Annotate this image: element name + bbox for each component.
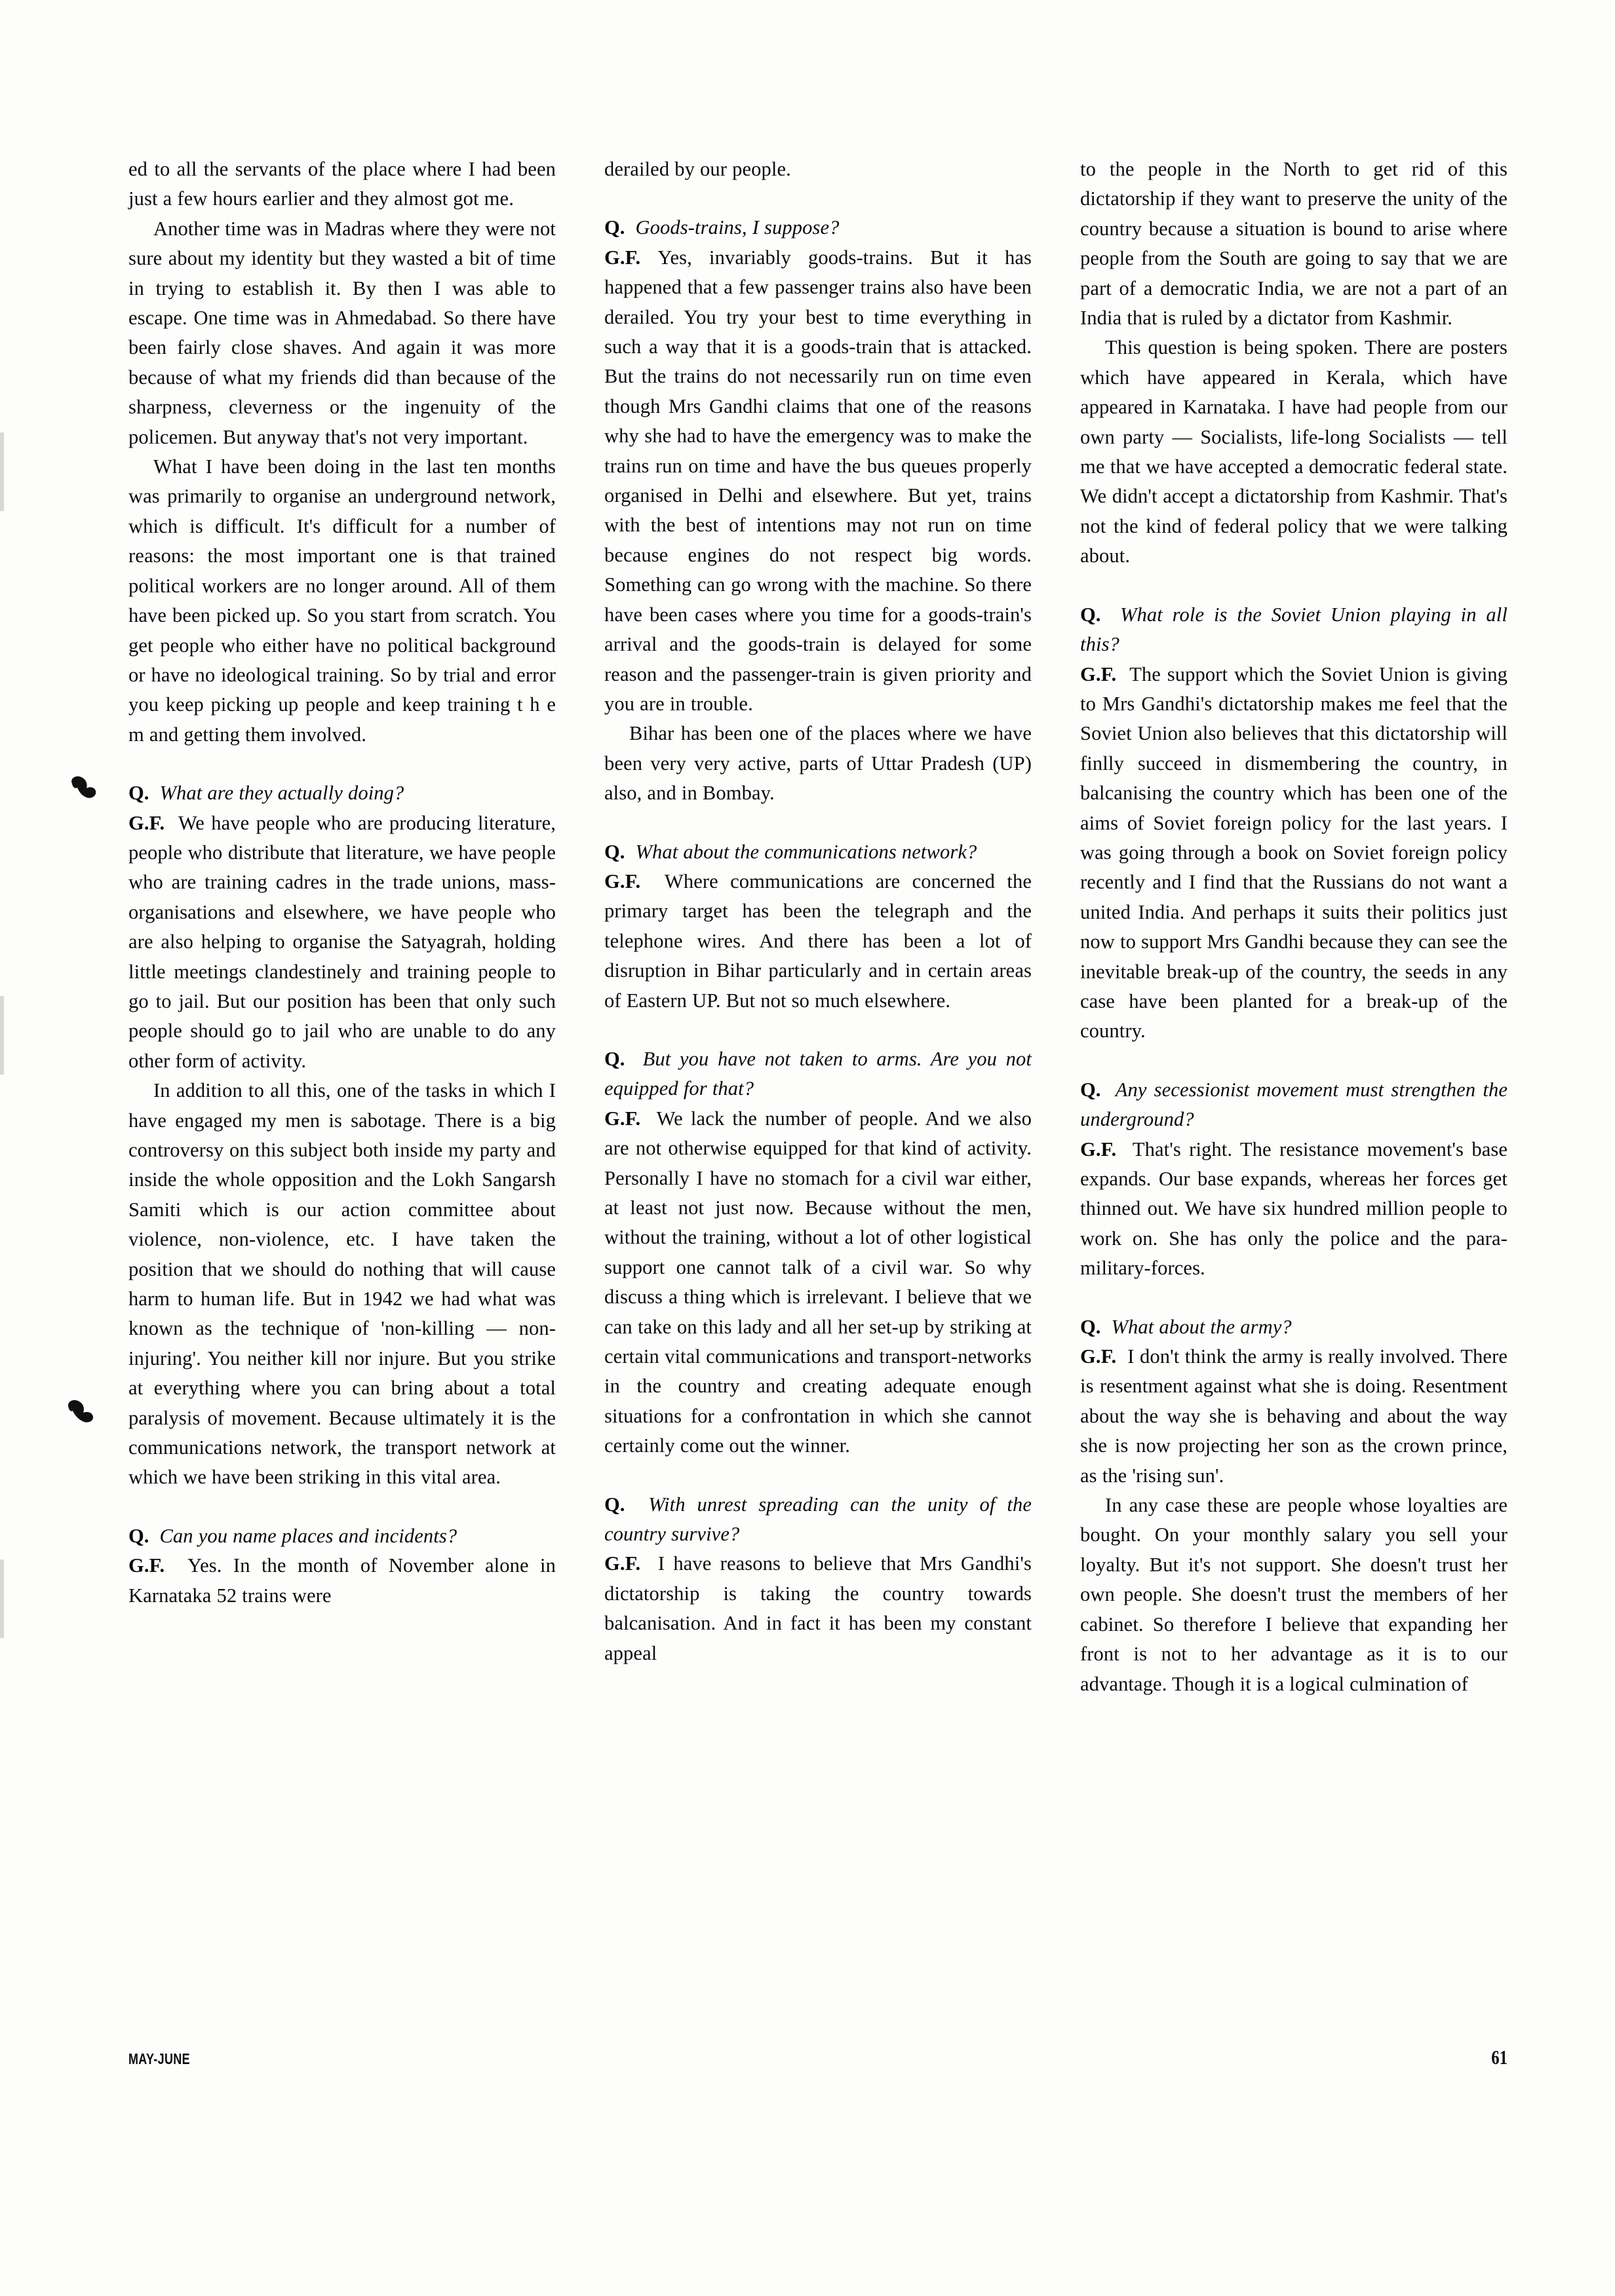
question-line bbox=[604, 1044, 1032, 1104]
question-speaker-label: Q. bbox=[128, 1524, 149, 1547]
paragraph: Another time was in Madras where they were not sure about my identity but they wasted a bit of time in trying to establish it. By then I was able to escape. One time was in Ahmedabad. So there have been fairly close shaves. And again it was more because of what my friends did than because of the sharpness, cleverness or the ingenuity of the policemen. But anyway that's not very important. bbox=[128, 217, 556, 448]
qa-block bbox=[128, 778, 556, 1076]
question-speaker-label: Q. bbox=[128, 782, 149, 805]
answer-speaker-label: G.F. bbox=[604, 1552, 641, 1575]
answer-line bbox=[1080, 1135, 1508, 1284]
answer-line bbox=[1080, 1342, 1508, 1491]
paragraph-continued: to the people in the North to get rid of this dictatorship if they want to preserve the unity of the country because a situation is bound to arise where people from the South are going to say that we are part of a democratic India, we are not a part of an India that is ruled by a dictator from Kashmir. bbox=[1080, 158, 1508, 330]
answer-line bbox=[604, 1549, 1032, 1668]
answer-speaker-label: G.F. bbox=[128, 1554, 165, 1577]
qa-block bbox=[604, 1044, 1032, 1461]
scan-edge-artifact-mid bbox=[0, 996, 4, 1075]
question-line bbox=[1080, 600, 1508, 660]
question-speaker-label: Q. bbox=[604, 840, 625, 863]
answer-line bbox=[604, 867, 1032, 1016]
answer-text: The support which the Soviet Union is giving to Mrs Gandhi's dictatorship makes me feel that the Soviet Union also believes that this dictatorship will finlly succeed in dismembering the country, in balcanising the country which has been one of the aims of Soviet foreign policy for the last years. I was going through a book on Soviet foreign policy recently and I find that the Russians do not want a united India. And perhaps it suits their politics just now to support Mrs Gandhi because they can see the inevitable break-up of the country, the seeds in any case have been planted for a break-up of the country. bbox=[1080, 662, 1508, 1043]
answer-speaker-label: G.F. bbox=[604, 870, 641, 892]
text-column-2 bbox=[604, 155, 1032, 1668]
answer-text: We lack the number of people. And we also are not otherwise equipped for that kind of activity. Personally I have no stomach for a civil war either, at least not just now. Because without the men, without the training, without a lot of other logistical support one cannot talk of a civil war. So why discuss a thing which is irrelevant. I believe that we can take on this lady and all her set-up by striking at certain vital communications and transport-networks in the country and creating adequate enough situations for a confrontation in which she cannot certainly come out the winner. bbox=[604, 1107, 1032, 1457]
qa-block bbox=[604, 837, 1032, 1016]
scan-edge-artifact-bottom bbox=[0, 1559, 4, 1638]
question-text: What about the communications network? bbox=[635, 840, 977, 863]
answer-line bbox=[128, 809, 556, 1077]
answer-text: Yes, invariably goods-trains. But it has happened that a few passenger trains also have been derailed. You try your best to time everything in such a way that it is a goods-train that is attacked. But the trains do not necessarily run on time even though Mrs Gandhi claims that one of the reasons why she had to have the emergency was to make the trains run on time and have the bus queues properly organised in Delhi and elsewhere. But yet, trains with the best of intentions may not run on time because engines do not respect big words. Something can go wrong with the machine. So there have been cases where you time for a goods-train's arrival and the goods-train is delayed for some reason and the passenger-train is given priority and you are in trouble. bbox=[604, 246, 1032, 715]
question-speaker-label: Q. bbox=[1080, 1078, 1101, 1101]
question-line bbox=[128, 1521, 556, 1551]
question-speaker-label: Q. bbox=[1080, 1315, 1101, 1338]
paragraph: What I have been doing in the last ten months was primarily to organise an underground network, which is difficult. It's difficult for a number of reasons: the most important one is that trained political workers are no longer around. All of them have been picked up. So you start from scratch. You get people who either have no political background or have no ideological training. So by trial and error you keep picking up people and keep training t h e m and getting them involved. bbox=[128, 455, 556, 746]
answer-speaker-label: G.F. bbox=[1080, 1138, 1117, 1160]
answer-speaker-label: G.F. bbox=[1080, 1345, 1117, 1368]
answer-text: That's right. The resistance movement's base expands. Our base expands, whereas her forces get thinned out. We have six hundred million people to work on. She has only the police and the para-military-forces. bbox=[1080, 1138, 1508, 1280]
paragraph: This question is being spoken. There are posters which have appeared in Kerala, which have appeared in Karnataka. I have had people from our own party — Socialists, life-long Socialists — tell me that we have accepted a democratic federal state. We didn't accept a dictatorship from Kashmir. That's not the kind of federal policy that we were talking about. bbox=[1080, 336, 1508, 567]
answer-text: We have people who are producing literature, people who distribute that literature, we have people who are training cadres in the trade unions, mass-organisations and elsewhere, we have people who are also helping to organise the Satyagrah, holding little meetings clandestinely and training people to go to jail. But our position has been that only such people should go to jail who are unable to do any other form of activity. bbox=[128, 811, 556, 1072]
answer-text: I don't think the army is really involved. There is resentment against what she is doing. Resentment about the way she is behaving and about the way she is now projecting her son as the crown prince, as the 'rising sun'. bbox=[1080, 1345, 1508, 1487]
question-line bbox=[1080, 1075, 1508, 1135]
paragraph: Bihar has been one of the places where we have been very very active, parts of Uttar Pradesh (UP) also, and in Bombay. bbox=[604, 722, 1032, 805]
paragraph: In addition to all this, one of the tasks in which I have engaged my men is sabotage. There is a big controversy on this subject both inside my party and inside the whole opposition and the Lokh Sangarsh Samiti which is our action committee about violence, non-violence, etc. I have taken the position that we should do nothing that will cause harm to human life. But in 1942 we had what was known as the technique of 'non-killing — non-injuring'. You neither kill nor injure. But you strike at everything where you can bring about a total paralysis of movement. Because ultimately it is the communications network, the transport network at which we have been striking in this vital area. bbox=[128, 1079, 556, 1489]
question-text: Can you name places and incidents? bbox=[159, 1524, 457, 1547]
issue-label: MAY-JUNE bbox=[128, 2050, 190, 2067]
qa-block bbox=[1080, 1075, 1508, 1284]
answer-text: Where communications are concerned the primary target has been the telegraph and the telephone wires. And there has been a lot of disruption in Bihar particularly and in certain areas of Eastern UP. But not so much elsewhere. bbox=[604, 870, 1032, 1012]
page-footer bbox=[128, 2046, 1508, 2069]
question-line bbox=[604, 213, 1032, 242]
answer-text: Yes. In the month of November alone in Karnataka 52 trains were bbox=[128, 1554, 556, 1607]
question-line bbox=[604, 1490, 1032, 1550]
ink-blob-mark-upper bbox=[68, 775, 98, 801]
paragraph-continued: derailed by our people. bbox=[604, 158, 791, 180]
answer-text: I have reasons to believe that Mrs Gandhi's dictatorship is taking the country towards balcanisation. And in fact it has been my constant appeal bbox=[604, 1552, 1032, 1664]
ink-blob-mark-lower bbox=[66, 1398, 96, 1425]
answer-speaker-label: G.F. bbox=[604, 1107, 641, 1130]
article-body bbox=[128, 155, 1508, 1699]
qa-block bbox=[1080, 600, 1508, 1046]
text-column-3 bbox=[1080, 155, 1508, 1699]
question-text: With unrest spreading can the unity of the country survive? bbox=[604, 1493, 1032, 1546]
answer-line bbox=[1080, 660, 1508, 1046]
question-text: But you have not taken to arms. Are you not equipped for that? bbox=[604, 1047, 1032, 1100]
page-number: 61 bbox=[1491, 2046, 1508, 2069]
answer-line bbox=[128, 1551, 556, 1611]
text-column-1 bbox=[128, 155, 556, 1611]
question-text: What about the army? bbox=[1111, 1315, 1292, 1338]
question-text: What are they actually doing? bbox=[159, 782, 404, 805]
answer-speaker-label: G.F. bbox=[1080, 662, 1117, 685]
scan-edge-artifact-top bbox=[0, 432, 4, 511]
question-text: Any secessionist movement must strengthen the underground? bbox=[1080, 1078, 1508, 1131]
question-speaker-label: Q. bbox=[604, 216, 625, 239]
question-text: What role is the Soviet Union playing in all this? bbox=[1080, 603, 1508, 656]
question-speaker-label: Q. bbox=[604, 1493, 625, 1516]
qa-block bbox=[604, 1490, 1032, 1668]
question-text: Goods-trains, I suppose? bbox=[635, 216, 840, 239]
qa-block bbox=[604, 213, 1032, 719]
paragraph: In any case these are people whose loyalties are bought. On your monthly salary you sell your loyalty. But it's not support. She doesn't trust her own people. She doesn't trust the members of her cabinet. So therefore I believe that expanding her front is not to her advantage as it is to our advantage. Though it is a logical culmination of bbox=[1080, 1494, 1508, 1695]
answer-speaker-label: G.F. bbox=[128, 811, 165, 834]
qa-block bbox=[1080, 1312, 1508, 1491]
question-line bbox=[604, 837, 1032, 867]
answer-speaker-label: G.F. bbox=[604, 246, 641, 269]
paragraph-continued: ed to all the servants of the place where I had been just a few hours earlier and they almost got me. bbox=[128, 158, 556, 210]
question-line bbox=[128, 778, 556, 808]
answer-line bbox=[604, 1104, 1032, 1461]
question-speaker-label: Q. bbox=[1080, 603, 1101, 626]
answer-line bbox=[604, 243, 1032, 719]
qa-block bbox=[128, 1521, 556, 1611]
question-line bbox=[1080, 1312, 1508, 1342]
question-speaker-label: Q. bbox=[604, 1047, 625, 1070]
